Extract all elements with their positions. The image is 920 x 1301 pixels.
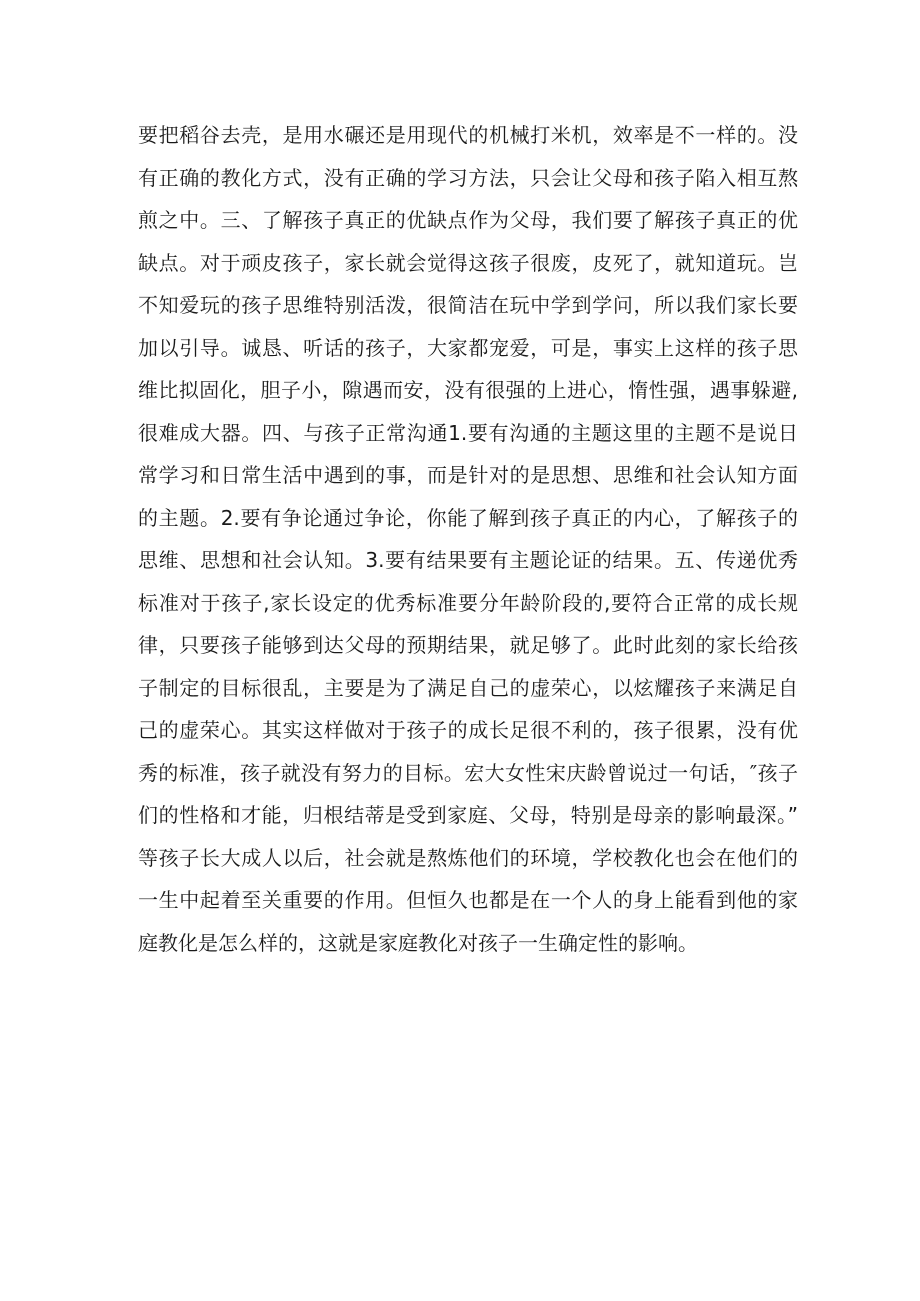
text-line: 加以引导。诚恳、听话的孩子，大家都宠爱，可是，事实上这样的孩子思 <box>138 335 798 360</box>
text-line: 等孩子长大成人以后，社会就是熬炼他们的环境，学校教化也会在他们的 <box>138 845 798 870</box>
text-line: 维比拟固化，胆子小，隙遇而安，没有很强的上进心，惰性强，遇事躲避, <box>138 378 798 402</box>
text-line: 缺点。对于顽皮孩子，家长就会觉得这孩子很废，皮死了，就知道玩。岂 <box>138 250 798 275</box>
text-line: 一生中起着至关重要的作用。但恒久也都是在一个人的身上能看到他的家 <box>138 888 798 912</box>
text-line: 常学习和日常生活中遇到的事，而是针对的是思想、思维和社会认知方面 <box>138 463 798 487</box>
text-line: 子制定的目标很乱，主要是为了满足自己的虚荣心，以炫耀孩子来满足自 <box>138 675 798 700</box>
body-paragraph <box>138 114 798 964</box>
text-line: 有正确的教化方式，没有正确的学习方法，只会让父母和孩子陷入相互熬 <box>138 165 798 190</box>
text-line: 己的虚荣心。其实这样做对于孩子的成长足很不利的，孩子很累，没有优 <box>138 718 798 742</box>
text-line: 庭教化是怎么样的，这就是家庭教化对孩子一生确定性的影响。 <box>138 930 698 955</box>
text-line: 要把稻谷去壳，是用水碾还是用现代的机械打米机，效率是不一样的。没 <box>138 123 798 147</box>
text-line: 很难成大器。四、与孩子正常沟通1.要有沟通的主题这里的主题不是说日 <box>138 420 798 445</box>
text-line: 律，只要孩子能够到达父母的预期结果，就足够了。此时此刻的家长给孩 <box>138 633 798 657</box>
text-line: 标准对于孩子,家长设定的优秀标准要分年龄阶段的,要符合正常的成长规 <box>138 590 798 615</box>
text-line: 秀的标准，孩子就没有努力的目标。宏大女性宋庆龄曾说过一句话，″孩子 <box>138 760 798 785</box>
text-line: 不知爱玩的孩子思维特别活泼，很简洁在玩中学到学问，所以我们家长要 <box>138 293 798 317</box>
text-line: 煎之中。三、了解孩子真正的优缺点作为父母，我们要了解孩子真正的优 <box>138 208 798 232</box>
text-line: 们的性格和才能，归根结蒂是受到家庭、父母，特别是母亲的影响最深。” <box>138 803 798 827</box>
text-line: 思维、思想和社会认知。3.要有结果要有主题论证的结果。五、传递优秀 <box>138 548 798 572</box>
text-line: 的主题。2.要有争论通过争论，你能了解到孩子真正的内心，了解孩子的 <box>138 505 798 530</box>
